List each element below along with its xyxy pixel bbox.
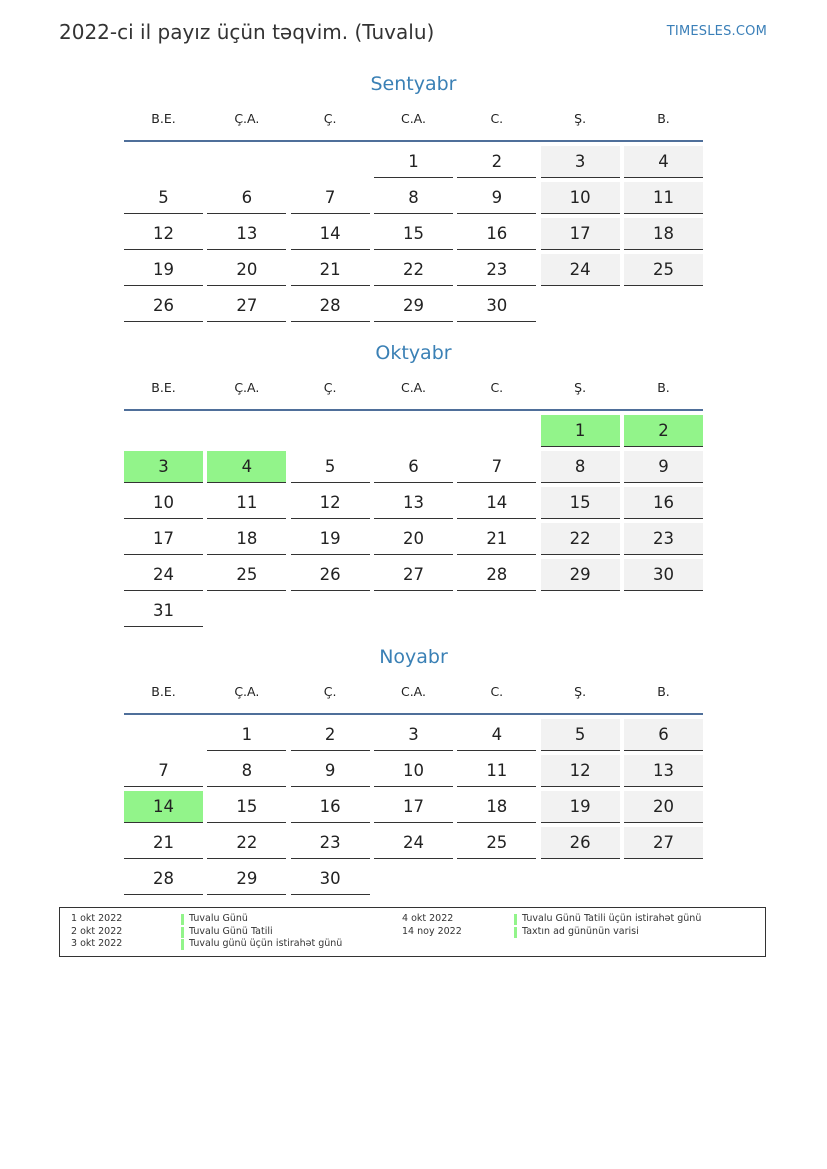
- weekday-label: C.A.: [400, 111, 426, 126]
- month-name: Oktyabr: [375, 342, 452, 364]
- day-cell: 11: [207, 487, 286, 519]
- legend-date: 2 okt 2022: [71, 925, 123, 937]
- day-cell: 17: [541, 218, 620, 250]
- day-cell: 21: [291, 254, 370, 286]
- legend-color-marker: [514, 914, 517, 925]
- header-separator: [124, 140, 703, 142]
- day-cell: 20: [374, 523, 453, 555]
- weekday-label: B.E.: [151, 684, 176, 699]
- day-cell: 27: [624, 827, 703, 859]
- day-cell: 29: [541, 559, 620, 591]
- day-cell: 9: [457, 182, 536, 214]
- day-cell: 23: [291, 827, 370, 859]
- days-grid: [124, 415, 703, 631]
- day-cell: 23: [457, 254, 536, 286]
- legend-holiday-name: Tuvalu günü üçün istirahət günü: [189, 938, 343, 949]
- day-cell: 20: [624, 791, 703, 823]
- empty-cell: [124, 719, 203, 755]
- day-cell: 4: [624, 146, 703, 178]
- weekday-label: Ş.: [574, 380, 587, 395]
- day-cell: 30: [291, 863, 370, 895]
- month-calendar: [124, 70, 703, 326]
- day-cell: 16: [624, 487, 703, 519]
- day-cell: 7: [124, 755, 203, 787]
- legend-holiday-name: Taxtın ad gününün varisi: [522, 925, 639, 937]
- day-cell: 25: [457, 827, 536, 859]
- day-cell: 7: [457, 451, 536, 483]
- day-cell: 24: [541, 254, 620, 286]
- header-separator: [124, 409, 703, 411]
- weekday-header: [124, 98, 703, 140]
- holiday-day-cell: 14: [124, 791, 203, 823]
- day-cell: 8: [374, 182, 453, 214]
- holiday-legend: [59, 907, 766, 957]
- day-cell: 15: [541, 487, 620, 519]
- legend-date: 3 okt 2022: [71, 938, 123, 949]
- legend-holiday-name: Tuvalu Günü Tatili: [189, 925, 273, 937]
- day-cell: 15: [207, 791, 286, 823]
- day-cell: 12: [541, 755, 620, 787]
- weekday-label: C.A.: [400, 684, 426, 699]
- day-cell: 25: [207, 559, 286, 591]
- day-cell: 2: [457, 146, 536, 178]
- day-cell: 5: [291, 451, 370, 483]
- day-cell: 28: [291, 290, 370, 322]
- day-cell: 15: [374, 218, 453, 250]
- day-cell: 28: [457, 559, 536, 591]
- day-cell: 20: [207, 254, 286, 286]
- day-cell: 18: [457, 791, 536, 823]
- day-cell: 28: [124, 863, 203, 895]
- holiday-day-cell: 3: [124, 451, 203, 483]
- day-cell: 26: [291, 559, 370, 591]
- day-cell: 19: [541, 791, 620, 823]
- holiday-day-cell: 4: [207, 451, 286, 483]
- day-cell: 17: [374, 791, 453, 823]
- month-name: Noyabr: [379, 646, 448, 668]
- day-cell: 5: [124, 182, 203, 214]
- empty-cell: [374, 415, 453, 451]
- day-cell: 10: [541, 182, 620, 214]
- weekday-label: B.: [657, 380, 670, 395]
- days-grid: [124, 146, 703, 326]
- legend-holiday-name: Tuvalu Günü Tatili üçün istirahət günü: [522, 913, 702, 924]
- weekday-label: Ç.: [323, 684, 337, 699]
- day-cell: 27: [207, 290, 286, 322]
- weekday-label: Ç.: [323, 380, 337, 395]
- day-cell: 22: [207, 827, 286, 859]
- weekday-label: C.: [490, 684, 504, 699]
- weekday-label: Ç.A.: [234, 380, 260, 395]
- day-cell: 4: [457, 719, 536, 751]
- day-cell: 29: [374, 290, 453, 322]
- day-cell: 1: [207, 719, 286, 751]
- day-cell: 3: [541, 146, 620, 178]
- day-cell: 12: [124, 218, 203, 250]
- day-cell: 22: [374, 254, 453, 286]
- day-cell: 25: [624, 254, 703, 286]
- weekday-label: B.: [657, 111, 670, 126]
- weekday-label: Ç.A.: [234, 684, 260, 699]
- empty-cell: [291, 146, 370, 182]
- day-cell: 31: [124, 595, 203, 627]
- day-cell: 6: [374, 451, 453, 483]
- day-cell: 26: [541, 827, 620, 859]
- empty-cell: [291, 415, 370, 451]
- month-calendar: [124, 339, 703, 631]
- weekday-header: [124, 367, 703, 409]
- weekday-label: Ç.: [323, 111, 337, 126]
- day-cell: 10: [374, 755, 453, 787]
- day-cell: 14: [457, 487, 536, 519]
- day-cell: 6: [624, 719, 703, 751]
- day-cell: 11: [457, 755, 536, 787]
- day-cell: 30: [457, 290, 536, 322]
- day-cell: 2: [291, 719, 370, 751]
- empty-cell: [124, 415, 203, 451]
- day-cell: 13: [624, 755, 703, 787]
- weekday-label: C.: [490, 111, 504, 126]
- day-cell: 24: [374, 827, 453, 859]
- empty-cell: [207, 146, 286, 182]
- day-cell: 3: [374, 719, 453, 751]
- month-name: Sentyabr: [370, 73, 457, 95]
- weekday-label: Ç.A.: [234, 111, 260, 126]
- month-calendar: [124, 643, 703, 899]
- weekday-label: C.: [490, 380, 504, 395]
- header-separator: [124, 713, 703, 715]
- day-cell: 27: [374, 559, 453, 591]
- legend-holiday-name: Tuvalu Günü: [189, 913, 248, 924]
- day-cell: 21: [457, 523, 536, 555]
- day-cell: 10: [124, 487, 203, 519]
- day-cell: 13: [207, 218, 286, 250]
- day-cell: 23: [624, 523, 703, 555]
- legend-color-marker: [514, 927, 517, 938]
- weekday-label: B.: [657, 684, 670, 699]
- day-cell: 8: [541, 451, 620, 483]
- day-cell: 17: [124, 523, 203, 555]
- day-cell: 24: [124, 559, 203, 591]
- weekday-label: C.A.: [400, 380, 426, 395]
- holiday-day-cell: 2: [624, 415, 703, 447]
- weekday-label: Ş.: [574, 111, 587, 126]
- day-cell: 18: [624, 218, 703, 250]
- day-cell: 18: [207, 523, 286, 555]
- day-cell: 6: [207, 182, 286, 214]
- day-cell: 5: [541, 719, 620, 751]
- empty-cell: [124, 146, 203, 182]
- legend-date: 1 okt 2022: [71, 913, 123, 924]
- day-cell: 22: [541, 523, 620, 555]
- day-cell: 16: [457, 218, 536, 250]
- day-cell: 19: [124, 254, 203, 286]
- day-cell: 11: [624, 182, 703, 214]
- empty-cell: [207, 415, 286, 451]
- day-cell: 1: [374, 146, 453, 178]
- site-brand-link[interactable]: TIMESLES.COM: [666, 24, 767, 39]
- holiday-day-cell: 1: [541, 415, 620, 447]
- day-cell: 7: [291, 182, 370, 214]
- day-cell: 16: [291, 791, 370, 823]
- page-title: 2022-ci il payız üçün təqvim. (Tuvalu): [59, 20, 435, 44]
- legend-color-marker: [181, 927, 184, 938]
- day-cell: 13: [374, 487, 453, 519]
- legend-date: 14 noy 2022: [402, 925, 462, 937]
- legend-date: 4 okt 2022: [402, 913, 454, 924]
- weekday-label: B.E.: [151, 380, 176, 395]
- day-cell: 9: [624, 451, 703, 483]
- day-cell: 12: [291, 487, 370, 519]
- weekday-label: B.E.: [151, 111, 176, 126]
- day-cell: 14: [291, 218, 370, 250]
- day-cell: 8: [207, 755, 286, 787]
- weekday-header: [124, 671, 703, 713]
- day-cell: 21: [124, 827, 203, 859]
- day-cell: 9: [291, 755, 370, 787]
- day-cell: 19: [291, 523, 370, 555]
- empty-cell: [457, 415, 536, 451]
- legend-color-marker: [181, 939, 184, 950]
- day-cell: 30: [624, 559, 703, 591]
- weekday-label: Ş.: [574, 684, 587, 699]
- legend-color-marker: [181, 914, 184, 925]
- day-cell: 26: [124, 290, 203, 322]
- day-cell: 29: [207, 863, 286, 895]
- days-grid: [124, 719, 703, 899]
